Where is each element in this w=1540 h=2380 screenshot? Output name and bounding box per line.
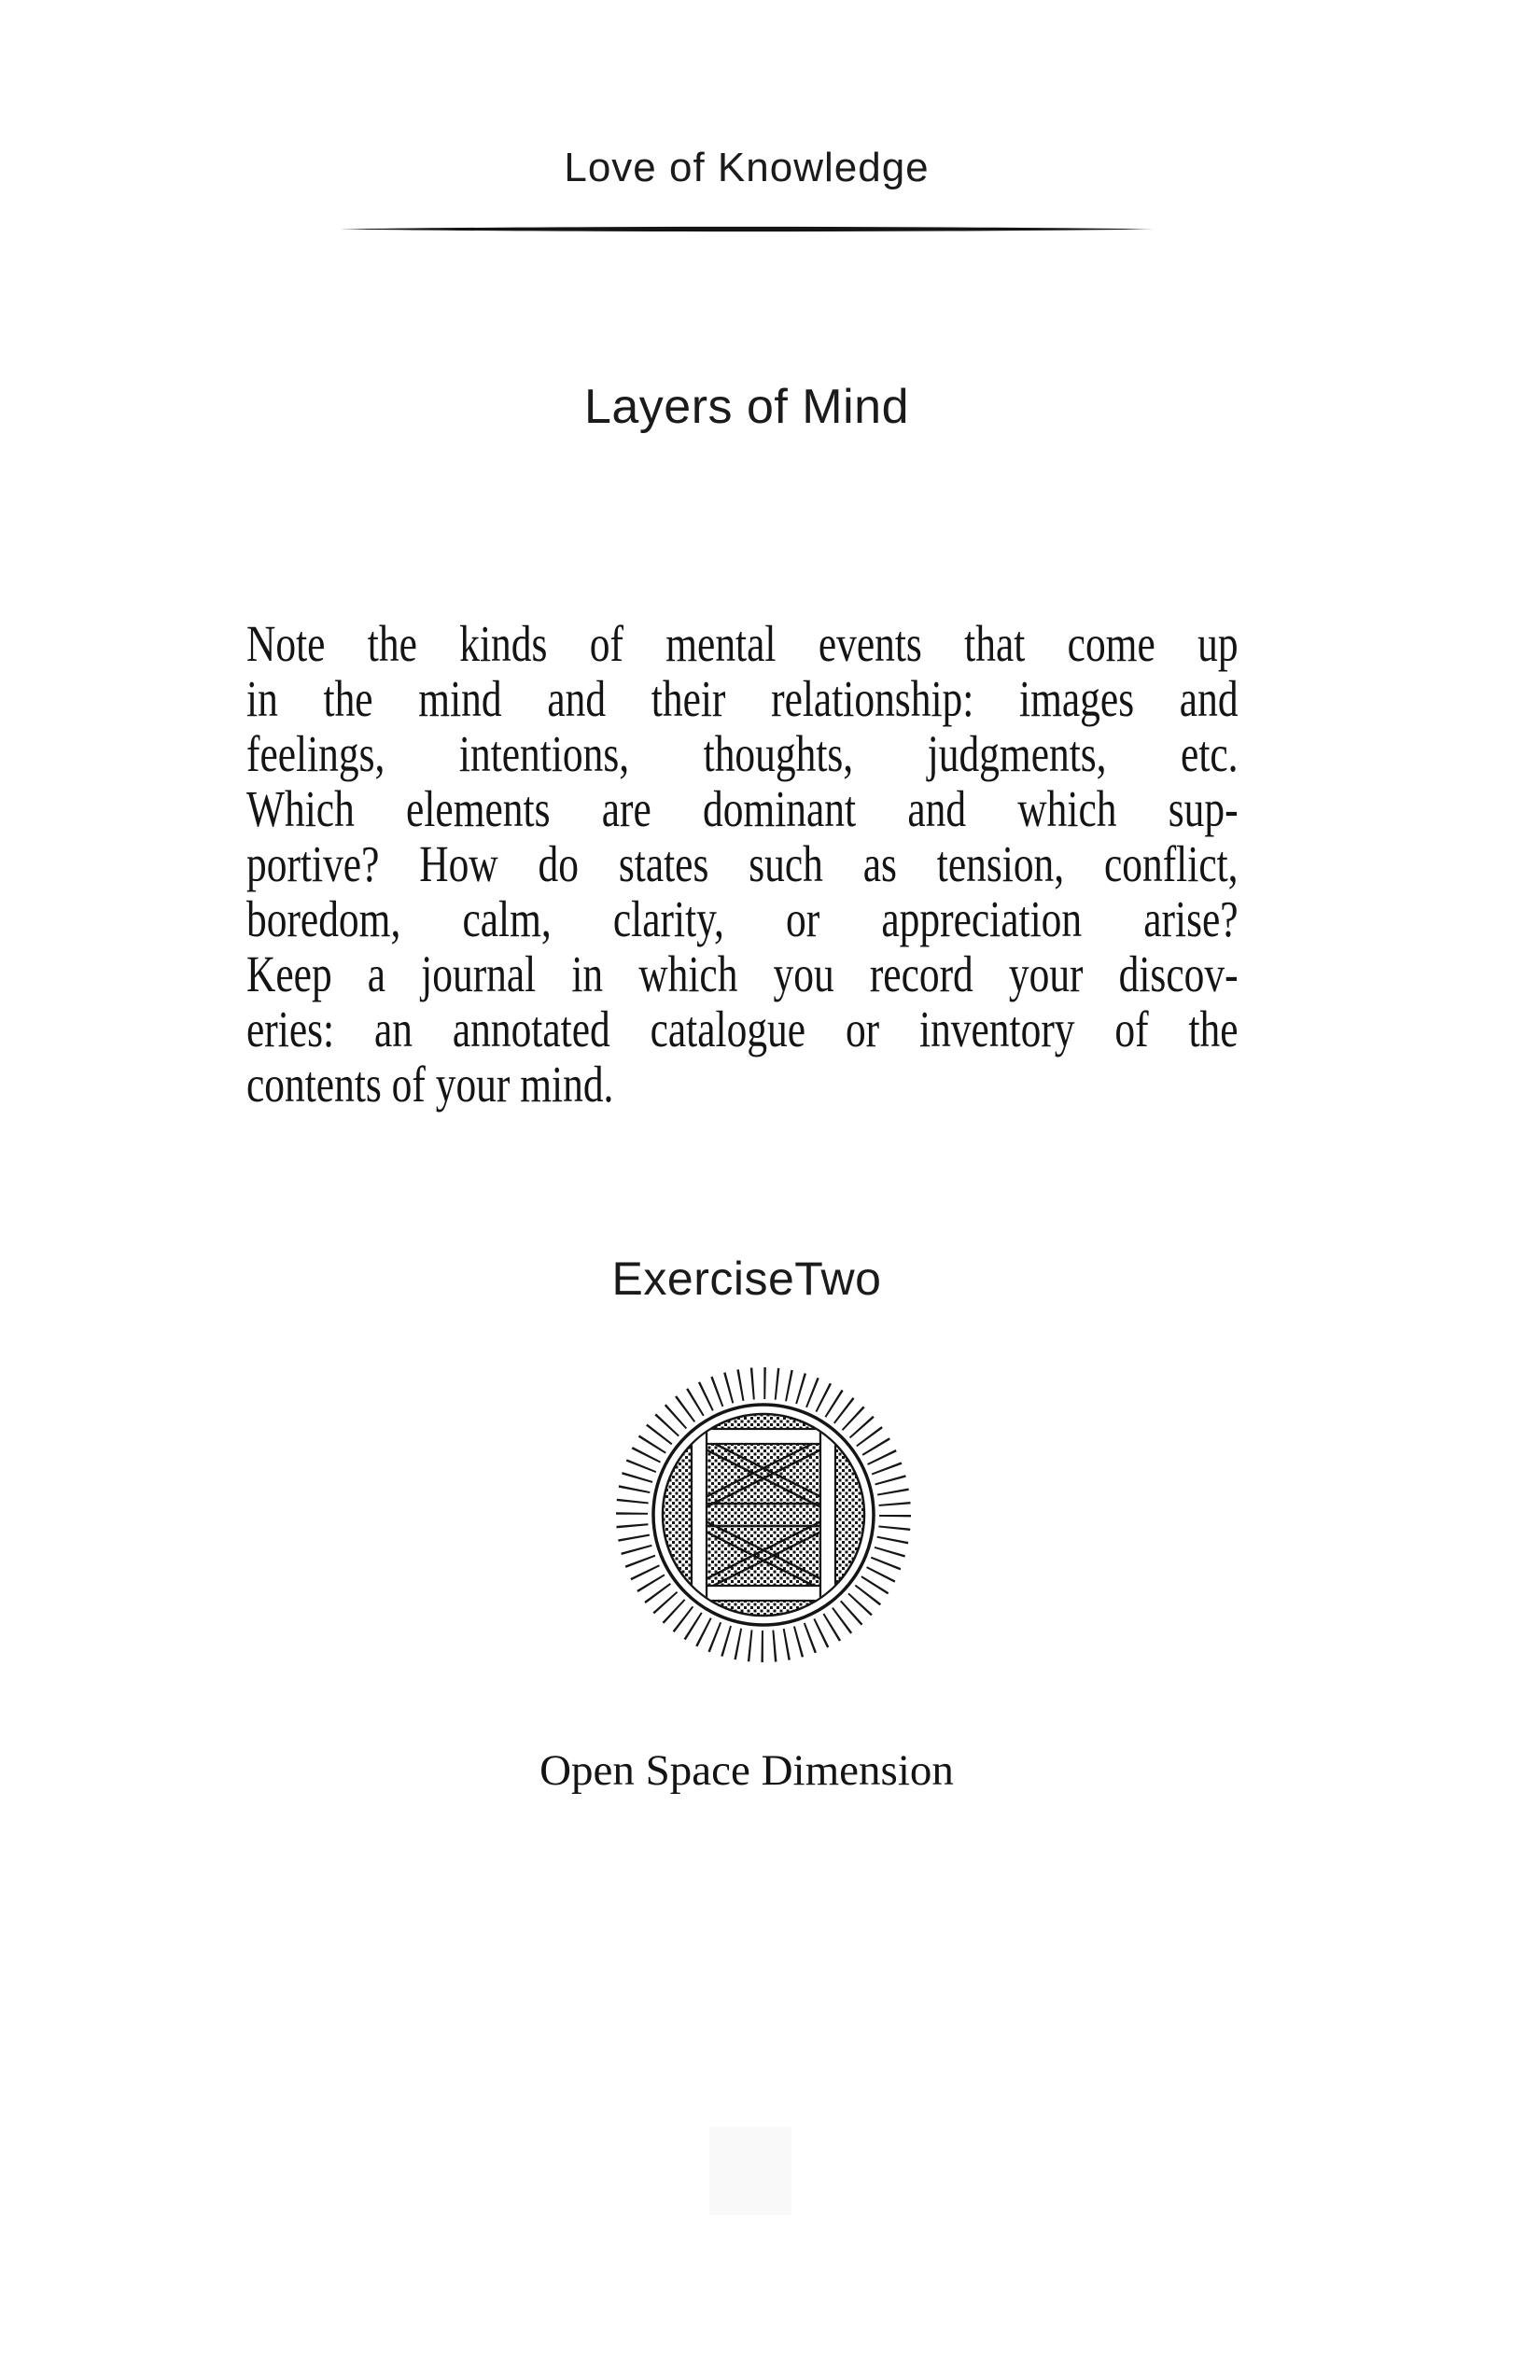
body-line: contents of your mind. [246, 1056, 614, 1113]
running-header: Love of Knowledge [564, 145, 930, 190]
tapered-rule [340, 225, 1154, 233]
sunburst-crate-emblem-illustration [605, 1356, 922, 1673]
scan-artifact-square [709, 2127, 791, 2215]
body-line: boredom, calm, clarity, or appreciation arise? [246, 890, 1239, 947]
exercise-heading: ExerciseTwo [611, 1253, 882, 1305]
chapter-title: Layers of Mind [583, 380, 910, 434]
body-line: portive? How do states such as tension, conflict, [246, 835, 1239, 892]
body-line: Note the kinds of mental events that come up [246, 615, 1239, 672]
body-line: Which elements are dominant and which sup- [246, 780, 1239, 837]
body-line: Keep a journal in which you record your discov- [246, 945, 1239, 1002]
body-line: feelings, intentions, thoughts, judgments, etc. [246, 725, 1239, 782]
body-line: in the mind and their relationship: images and [246, 670, 1239, 727]
body-line: eries: an annotated catalogue or inventory of the [246, 1001, 1239, 1057]
body-paragraph [246, 616, 1239, 1112]
emblem-caption: Open Space Dimension [539, 1746, 954, 1795]
